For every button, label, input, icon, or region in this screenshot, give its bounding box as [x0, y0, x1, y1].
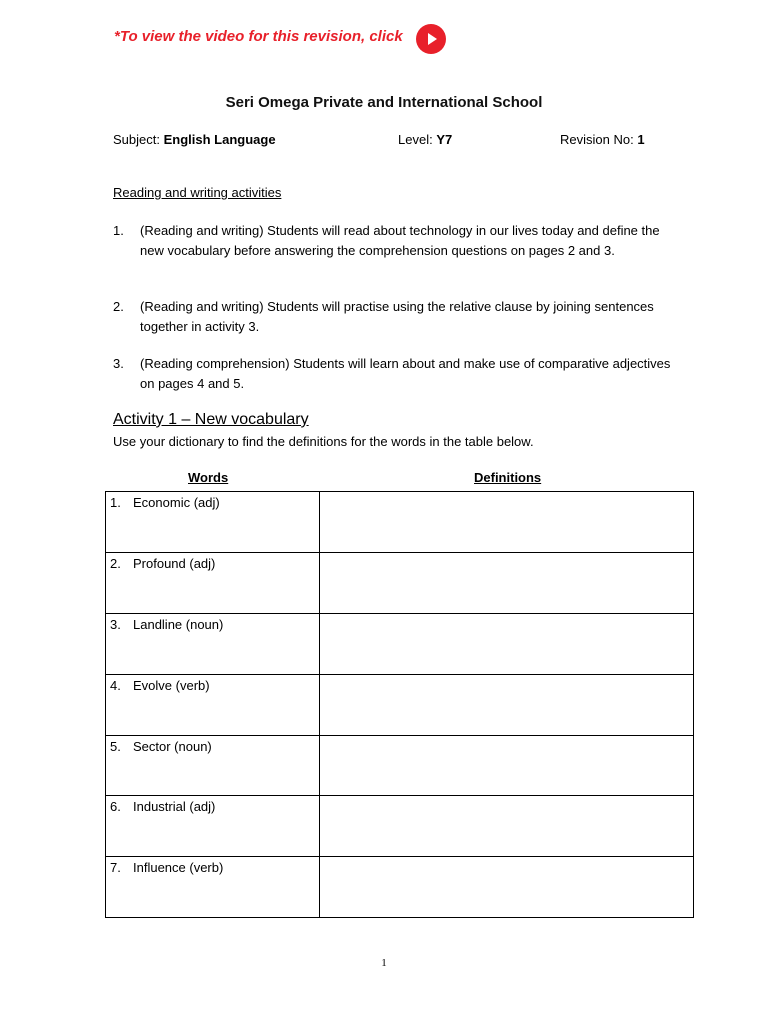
activity-title: Activity 1 – New vocabulary	[113, 411, 309, 428]
word-cell	[106, 613, 320, 674]
word-number: 5.	[110, 738, 121, 754]
word-text: Economic (adj)	[133, 495, 220, 510]
word-number: 1.	[110, 495, 121, 510]
word-cell	[106, 552, 320, 613]
word-number: 4.	[110, 677, 121, 693]
table-row	[106, 552, 694, 613]
level-value: Y7	[436, 132, 453, 147]
table-row	[106, 613, 694, 674]
school-title: Seri Omega Private and International School	[225, 94, 543, 111]
list-item-text: (Reading and writing) Students will practise using the relative clause by joining sentences together in activity 3.	[140, 299, 654, 334]
word-text: Industrial (adj)	[133, 799, 216, 815]
definition-cell[interactable]	[320, 735, 694, 796]
list-item	[113, 354, 673, 394]
definition-cell[interactable]	[320, 796, 694, 857]
subject-field	[113, 132, 276, 147]
word-number: 3.	[110, 616, 121, 632]
table-row	[106, 796, 694, 857]
definition-cell[interactable]	[320, 613, 694, 674]
subject-value: English Language	[163, 132, 276, 147]
list-item-text: (Reading and writing) Students will read about technology in our lives today and define the new vocabulary before answering the comprehension questions on pages 2 and 3.	[140, 223, 660, 258]
table-row	[106, 674, 694, 735]
activity-instruction: Use your dictionary to find the definitions for the words in the table below.	[113, 434, 534, 449]
revision-value: 1	[637, 132, 645, 147]
word-cell	[106, 735, 320, 796]
definition-cell[interactable]	[320, 552, 694, 613]
definition-cell[interactable]	[320, 674, 694, 735]
list-item	[113, 297, 673, 337]
word-cell	[106, 857, 320, 918]
word-cell	[106, 674, 320, 735]
page-number: 1	[381, 957, 387, 969]
definition-cell[interactable]	[320, 492, 694, 553]
table-row	[106, 735, 694, 796]
word-text: Profound (adj)	[133, 555, 216, 571]
definition-cell[interactable]	[320, 857, 694, 918]
revision-label: Revision No:	[560, 132, 634, 147]
section-heading: Reading and writing activities	[113, 185, 282, 200]
words-column-header: Words	[188, 470, 229, 485]
definitions-column-header: Definitions	[474, 470, 542, 485]
level-field	[398, 132, 452, 147]
word-text: Influence (verb)	[133, 860, 224, 876]
word-number: 2.	[110, 555, 121, 571]
vocabulary-table	[105, 491, 694, 918]
table-row	[106, 857, 694, 918]
word-number: 7.	[110, 860, 121, 876]
list-item-number: 3.	[113, 356, 124, 371]
word-number: 6.	[110, 799, 121, 815]
play-button-icon[interactable]	[416, 24, 446, 54]
list-item	[113, 221, 673, 281]
level-label: Level:	[398, 132, 433, 147]
revision-field	[560, 132, 645, 147]
word-text: Sector (noun)	[133, 738, 212, 754]
subject-label: Subject:	[113, 132, 160, 147]
word-cell	[106, 796, 320, 857]
list-item-text: (Reading comprehension) Students will learn about and make use of comparative adjectives on pages 4 and 5.	[140, 356, 671, 391]
word-cell	[106, 492, 320, 553]
list-item-number: 2.	[113, 299, 124, 314]
word-text: Landline (noun)	[133, 616, 224, 632]
word-text: Evolve (verb)	[133, 677, 210, 693]
video-link[interactable]: *To view the video for this revision, click	[114, 28, 403, 45]
table-row	[106, 492, 694, 553]
list-item-number: 1.	[113, 223, 124, 238]
